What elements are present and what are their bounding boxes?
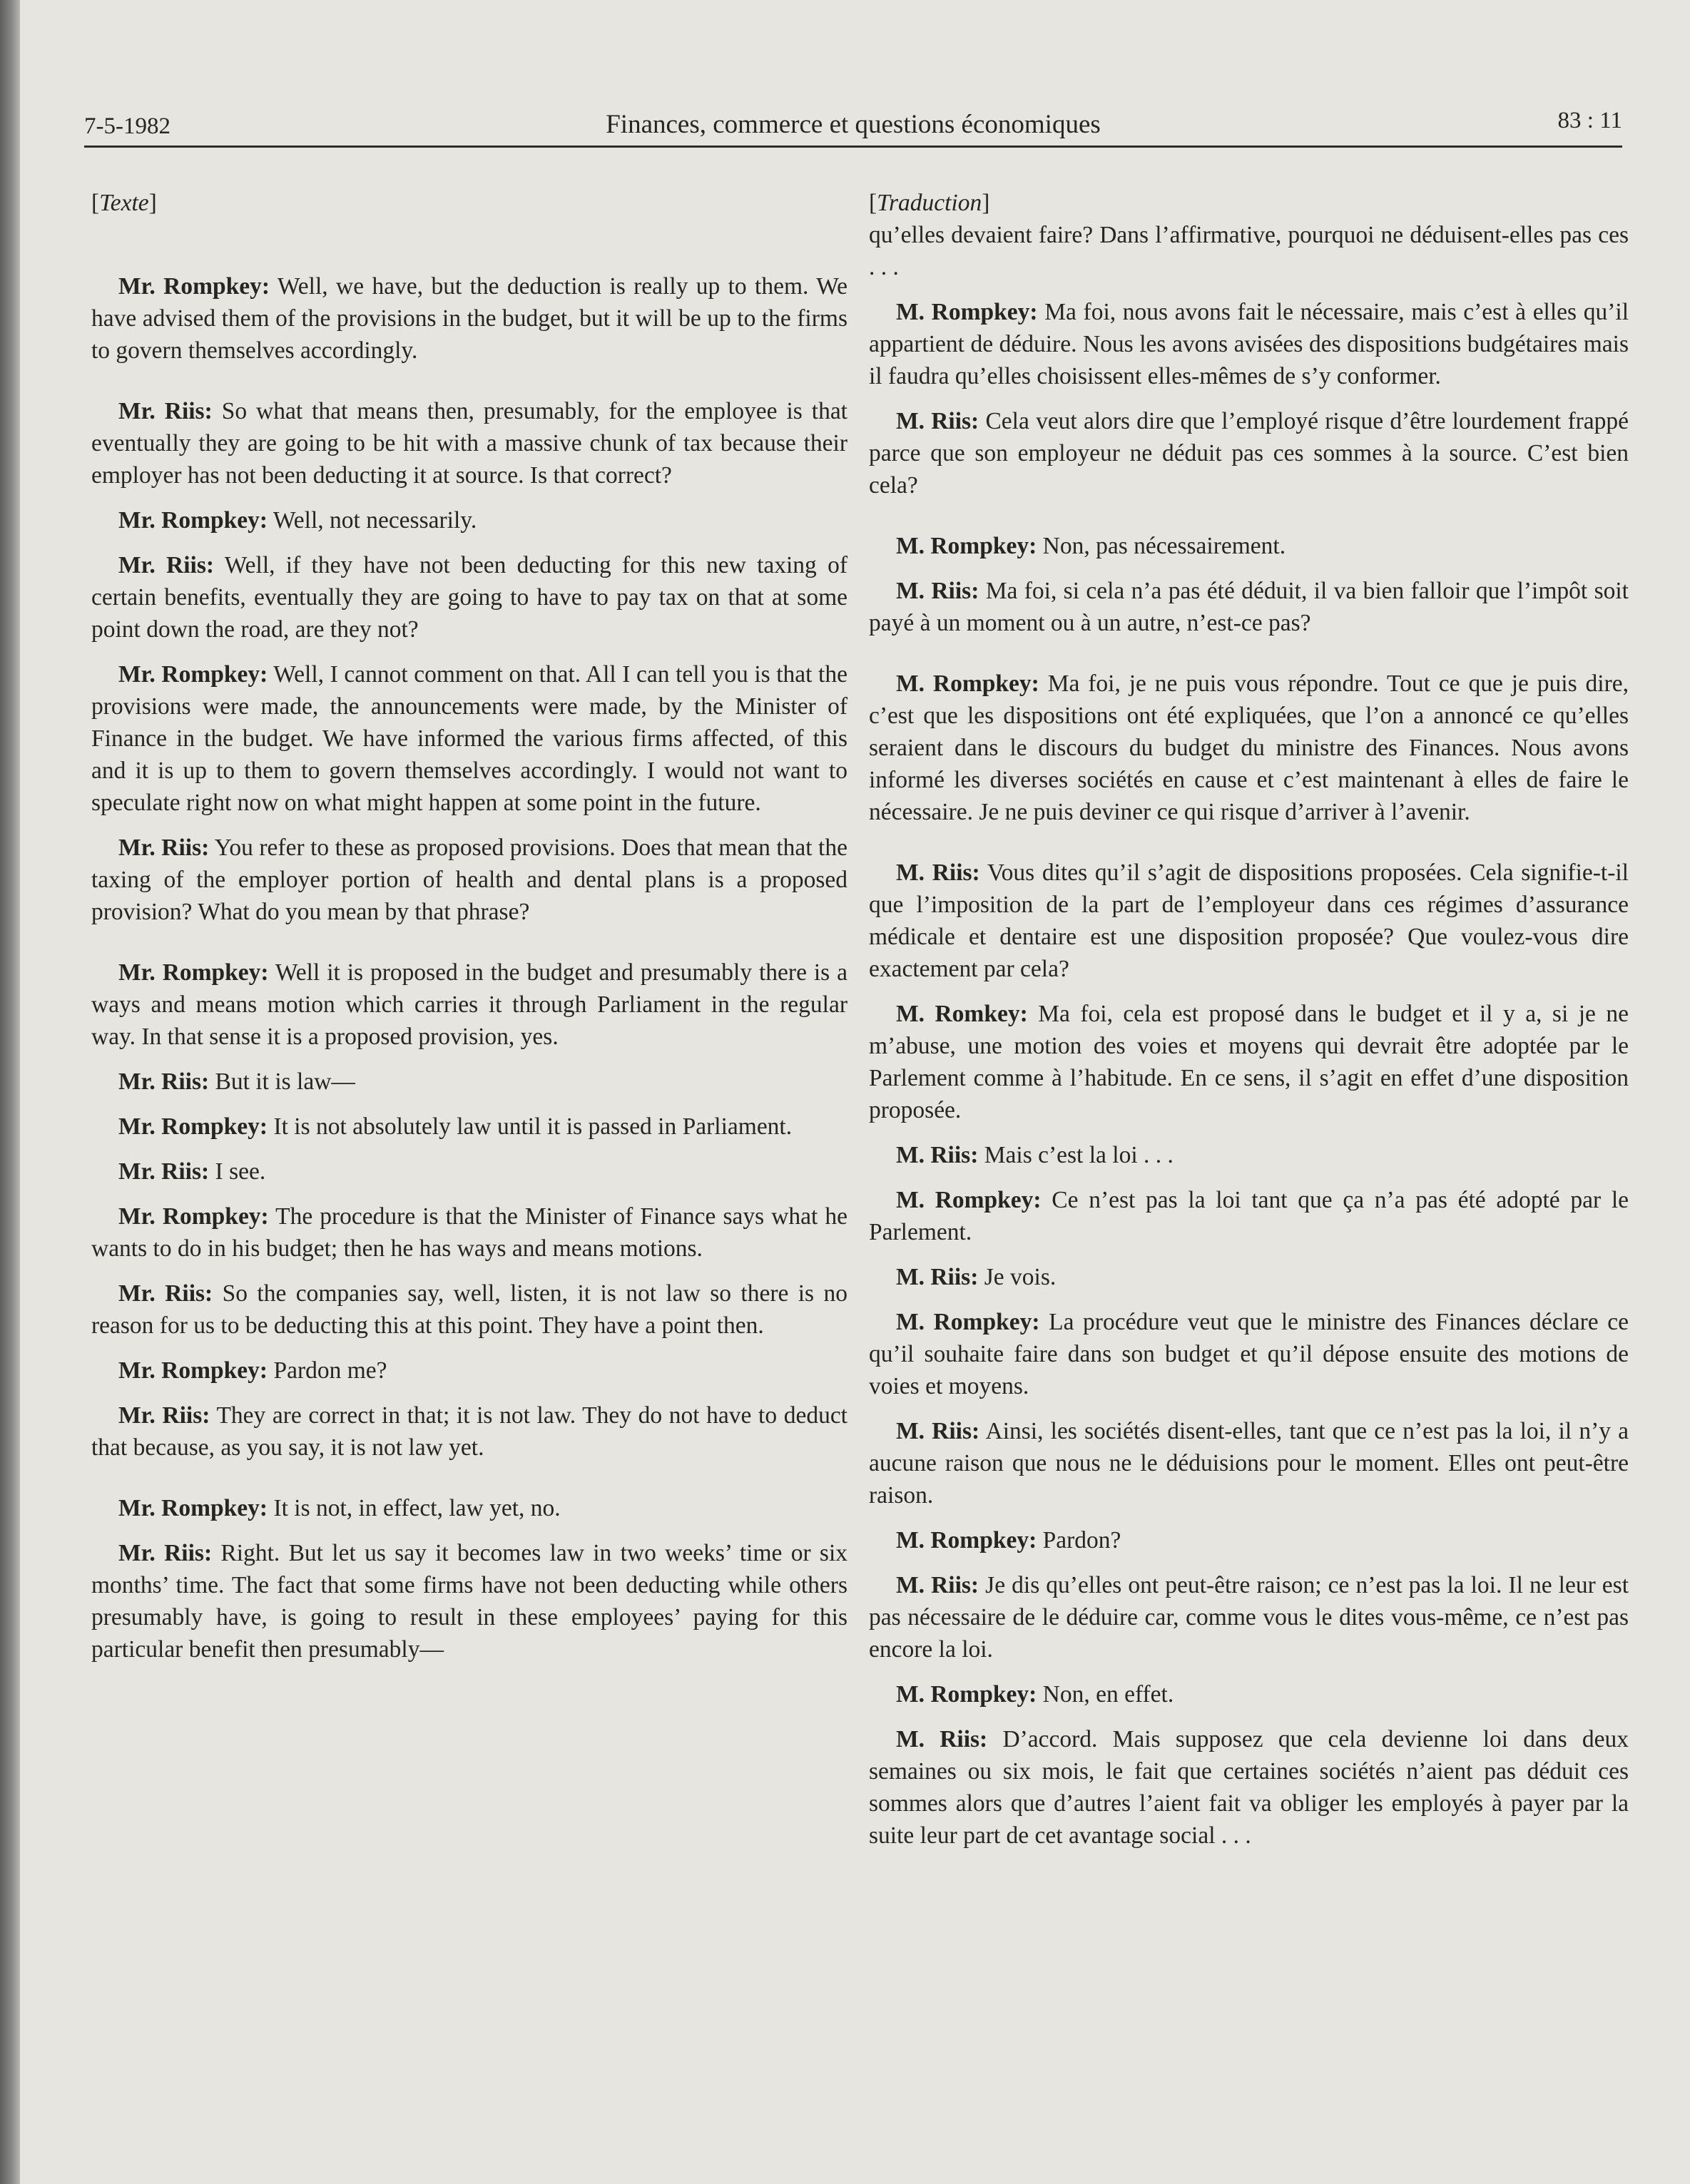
paragraph [91, 1537, 847, 1665]
paragraph-text: It is not, in effect, law yet, no. [273, 1495, 561, 1521]
speaker-name: M. Riis: [896, 1418, 980, 1444]
paragraph-text: La procédure veut que le ministre des Finances déclare ce qu’il souhaite faire dans son budget et qu’il dépose ensuite des motions de voies et moyens. [869, 1309, 1629, 1399]
speaker-name: M. Rompkey: [896, 533, 1037, 559]
paragraph [91, 1111, 847, 1143]
paragraph [869, 1678, 1629, 1710]
speaker-name: M. Rompkey: [896, 1527, 1037, 1553]
paragraph-text: Well, I cannot comment on that. All I can tell you is that the provisions were made, the announcements were made, by the Minister of Finance in the budget. We have informed the various firms affected, of this and it is up to them to govern themselves accordingly. I would not want to speculate right now on what might happen at some point in the future. [91, 661, 847, 816]
speaker-name: M. Rompkey: [896, 1309, 1040, 1335]
paragraph [869, 405, 1629, 501]
speaker-name: M. Riis: [896, 1572, 979, 1598]
speaker-name: M. Riis: [896, 578, 979, 604]
speaker-name: Mr. Riis: [118, 1068, 210, 1095]
paragraph-text: D’accord. Mais supposez que cela devienne loi dans deux semaines ou six mois, le fait que certaines sociétés n’aient pas déduit ces sommes alors que d’autres l’aient fait va obliger les employés à payer par la suite leur part de cet avantage social . . . [869, 1726, 1629, 1849]
paragraph [869, 1184, 1629, 1248]
paragraph-text: Ce n’est pas la loi tant que ça n’a pas été adopté par le Parlement. [869, 1187, 1629, 1245]
paragraph-text: They are correct in that; it is not law. They do not have to deduct that because, as you say, it is not law yet. [91, 1402, 847, 1461]
speaker-name: Mr. Riis: [118, 398, 213, 424]
paragraph-text: Well it is proposed in the budget and presumably there is a ways and means motion which carries it through Parliament in the regular way. In that sense it is a proposed provision, yes. [91, 959, 847, 1050]
paragraph [869, 857, 1629, 985]
speaker-name: Mr. Riis: [118, 835, 210, 861]
speaker-name: Mr. Rompkey: [118, 507, 268, 534]
speaker-name: M. Rompkey: [896, 299, 1038, 325]
speaker-name: M. Rompkey: [896, 1681, 1037, 1708]
paragraph-text: Pardon? [1042, 1527, 1121, 1553]
continuation-text: qu’elles devaient faire? Dans l’affirmative, pourquoi ne déduisent-elles pas ces . . . [869, 222, 1629, 280]
paragraph [91, 956, 847, 1053]
paragraph-text: Cela veut alors dire que l’employé risque d’être lourdement frappé parce que son employeur ne déduit pas ces sommes à la source. C’est bien cela? [869, 408, 1629, 499]
speaker-name: M. Rompkey: [896, 670, 1039, 697]
speaker-name: M. Riis: [896, 859, 980, 886]
paragraph [91, 1277, 847, 1342]
paragraph-text: Non, pas nécessairement. [1042, 533, 1286, 559]
paragraph [91, 1399, 847, 1464]
paragraph [869, 998, 1629, 1126]
paragraph-text: Well, we have, but the deduction is really up to them. We have advised them of the provisions in the budget, but it will be up to the firms to govern themselves accordingly. [91, 273, 847, 364]
page-header [84, 101, 1622, 148]
speaker-name: M. Romkey: [896, 1001, 1028, 1027]
paragraph [869, 530, 1629, 562]
paragraph-text: Ma foi, je ne puis vous répondre. Tout ce que je puis dire, c’est que les dispositions ont été expliquées, que l’on a annoncé ce qu’elles seraient dans le discours du budget du ministre des Finances. Nous avons informé les diverses sociétés en cause et c’est maintenant à elles de faire le nécessaire. Je ne puis deviner ce qui risque d’arriver à l’avenir. [869, 670, 1629, 825]
speaker-name: Mr. Rompkey: [118, 273, 270, 300]
paragraph-text: Ma foi, si cela n’a pas été déduit, il va bien falloir que l’impôt soit payé à un moment ou à un autre, n’est-ce pas? [869, 578, 1629, 636]
paragraph-text: The procedure is that the Minister of Finance says what he wants to do in his budget; then he has ways and means motions. [91, 1203, 847, 1262]
paragraph-text: Right. But let us say it becomes law in two weeks’ time or six months’ time. The fact that some firms have not been deducting while others presumably have, is going to result in these employees’ paying for this particular benefit then presumably— [91, 1540, 847, 1663]
paragraph [869, 1261, 1629, 1293]
paragraph [91, 504, 847, 536]
header-title: Finances, commerce et questions économiques [606, 110, 1101, 139]
speaker-name: Mr. Rompkey: [118, 959, 269, 986]
column-label-texte: [Texte] [91, 190, 157, 216]
paragraph [91, 549, 847, 645]
paragraph [869, 1569, 1629, 1665]
paragraph [869, 1139, 1629, 1171]
paragraph [869, 575, 1629, 639]
paragraph-text: Ma foi, cela est proposé dans le budget et il y a, si je ne m’abuse, une motion des voies et moyens qui devrait être adoptée par le Parlement comme à l’habitude. En ce sens, il s’agit en effet d’une disposition proposée. [869, 1001, 1629, 1123]
paragraph-text: Non, en effet. [1042, 1681, 1174, 1708]
paragraph [869, 1306, 1629, 1402]
paragraph-text: Pardon me? [273, 1357, 387, 1384]
paragraph-text: But it is law— [215, 1068, 355, 1095]
speaker-name: M. Riis: [896, 408, 979, 434]
paragraph [91, 1492, 847, 1524]
paragraph [91, 1200, 847, 1265]
paragraph-text: Ma foi, nous avons fait le nécessaire, mais c’est à elles qu’il appartient de déduire. Nous les avons avisées des dispositions budgétaires mais il faudra qu’elles choisissent elles-mêmes de s’y conformer. [869, 299, 1629, 389]
paragraph-text: So what that means then, presumably, for the employee is that eventually they are going to be hit with a massive chunk of tax because their employer has not been deducting it at source. Is that correct? [91, 398, 847, 489]
paragraph [869, 296, 1629, 392]
speaker-name: Mr. Riis: [118, 1540, 213, 1566]
paragraph [91, 1354, 847, 1387]
left-column-english [91, 187, 847, 1678]
paragraph-text: You refer to these as proposed provisions. Does that mean that the taxing of the employer portion of health and dental plans is a proposed provision? What do you mean by that phrase? [91, 835, 847, 925]
paragraph [869, 1415, 1629, 1511]
speaker-name: M. Riis: [896, 1726, 988, 1752]
speaker-name: Mr. Riis: [118, 1158, 210, 1185]
paragraph [91, 270, 847, 367]
header-date: 7-5-1982 [84, 113, 170, 139]
paragraph-text: So the companies say, well, listen, it is not law so there is no reason for us to be deducting this at this point. They have a point then. [91, 1280, 847, 1339]
paragraph-text: Vous dites qu’il s’agit de dispositions proposées. Cela signifie-t-il que l’imposition de la part de l’employeur dans ces régimes d’assurance médicale et dentaire est une disposition proposée? Que voulez-vous dire exactement par cela? [869, 859, 1629, 982]
paragraph [91, 832, 847, 928]
speaker-name: Mr. Riis: [118, 552, 215, 578]
speaker-name: Mr. Riis: [118, 1402, 210, 1429]
header-page-number: 83 : 11 [1557, 108, 1622, 133]
paragraph-text: Je dis qu’elles ont peut-être raison; ce n’est pas la loi. Il ne leur est pas nécessaire de le déduire car, comme vous le dites vous-même, ce n’est pas encore la loi. [869, 1572, 1629, 1663]
speaker-name: M. Riis: [896, 1264, 979, 1290]
speaker-name: M. Rompkey: [896, 1187, 1042, 1213]
paragraph [91, 395, 847, 491]
paragraph [869, 1723, 1629, 1852]
paragraph-text: Mais c’est la loi . . . [984, 1142, 1174, 1168]
speaker-name: Mr. Rompkey: [118, 1113, 268, 1140]
speaker-name: Mr. Riis: [118, 1280, 213, 1307]
column-label-traduction: [Traduction] [869, 190, 990, 216]
paragraph-text: I see. [215, 1158, 266, 1185]
paragraph-text: It is not absolutely law until it is passed in Parliament. [273, 1113, 793, 1140]
paragraph-text: Well, not necessarily. [273, 507, 477, 534]
speaker-name: Mr. Rompkey: [118, 1495, 268, 1521]
paragraph [91, 1155, 847, 1188]
paragraph [869, 1524, 1629, 1556]
book-binding-shadow [0, 0, 20, 2184]
paragraph-text: Je vois. [984, 1264, 1057, 1290]
paragraph [91, 658, 847, 819]
paragraph [869, 668, 1629, 828]
speaker-name: Mr. Rompkey: [118, 1357, 268, 1384]
right-column-french [869, 187, 1629, 1864]
paragraph-text: Ainsi, les sociétés disent-elles, tant que ce n’est pas la loi, il n’y a aucune raison que nous ne le déduisions pour le moment. Elles ont peut-être raison. [869, 1418, 1629, 1509]
document-page [20, 0, 1690, 2184]
paragraph [91, 1066, 847, 1098]
speaker-name: M. Riis: [896, 1142, 979, 1168]
speaker-name: Mr. Rompkey: [118, 661, 268, 688]
paragraph-text: Well, if they have not been deducting for this new taxing of certain benefits, eventually they are going to have to pay tax on that at some point down the road, are they not? [91, 552, 847, 643]
speaker-name: Mr. Rompkey: [118, 1203, 269, 1230]
